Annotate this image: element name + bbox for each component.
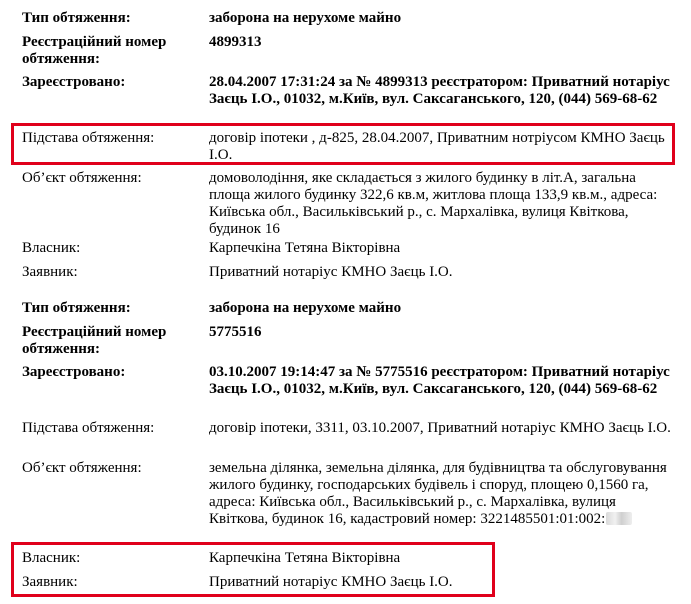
record-2-registered-label: Зареєстровано:: [22, 364, 126, 380]
record-1-registered-label: Зареєстровано:: [22, 74, 126, 90]
record-1-registered-value: 28.04.2007 17:31:24 за № 4899313 реєстратором: Приватний нотаріус Заєць І.О., 01032, м.Київ, вул. Саксаганського, 120, (044) 569-68-62: [209, 74, 670, 107]
redacted-cadastral-suffix: [606, 512, 632, 525]
highlight-box-basis: [11, 123, 675, 165]
record-1-reg-number-value: 4899313: [209, 34, 262, 50]
record-1-owner-label: Власник:: [22, 240, 81, 256]
record-2-basis-value: договір іпотеки, 3311, 03.10.2007, Приватний нотаріус КМНО Заєць І.О.: [209, 420, 671, 436]
record-1-type-value: заборона на нерухоме майно: [209, 10, 402, 26]
record-2-owner-label: Власник:: [22, 550, 81, 566]
record-2-object-text: земельна ділянка, земельна ділянка, для будівництва та обслуговування жилого будинку, господарських будівель і споруд, площею 0,1560 га, адреса: Київська обл., Васильківський р., с. Мархалівка, вулиця Квіткова, будинок 16, кадастровий номер: 3221485501:01:002:: [209, 460, 667, 527]
record-1-basis-label: Підстава обтяження:: [22, 130, 155, 146]
record-1-applicant-label: Заявник:: [22, 264, 78, 280]
record-2-type-label: Тип обтяження:: [22, 300, 131, 316]
record-2-owner-value: Карпечкіна Тетяна Вікторівна: [209, 550, 401, 566]
record-1-type-label: Тип обтяження:: [22, 10, 131, 26]
record-1-basis-value: договір іпотеки , д-825, 28.04.2007, Приватним нотріусом КМНО Заєць І.О.: [209, 130, 665, 163]
record-2-applicant-value: Приватний нотаріус КМНО Заєць І.О.: [209, 574, 453, 590]
record-1-object-label: Об’єкт обтяження:: [22, 170, 142, 186]
record-2-object-value: [209, 460, 677, 528]
record-2-applicant-label: Заявник:: [22, 574, 78, 590]
record-1-object-value: домоволодіння, яке складається з жилого будинку в літ.А, загальна площа жилого будинку 322,6 кв.м, житлова площа 133,9 кв.м., адреса: Київська обл., Васильківський р., с. Мархалівка, вулиця Квіткова, будинок 16: [209, 170, 658, 237]
record-1-owner-value: Карпечкіна Тетяна Вікторівна: [209, 240, 401, 256]
record-1-applicant-value: Приватний нотаріус КМНО Заєць І.О.: [209, 264, 453, 280]
record-2-reg-number-label: Реєстраційний номер обтяження:: [22, 324, 167, 357]
highlight-box-owner-applicant: [11, 542, 495, 597]
record-2-reg-number-value: 5775516: [209, 324, 262, 340]
record-2-object-label: Об’єкт обтяження:: [22, 460, 142, 476]
record-1-reg-number-label: Реєстраційний номер обтяження:: [22, 34, 167, 67]
record-2-type-value: заборона на нерухоме майно: [209, 300, 402, 316]
record-2-basis-label: Підстава обтяження:: [22, 420, 155, 436]
record-2-registered-value: 03.10.2007 19:14:47 за № 5775516 реєстратором: Приватний нотаріус Заєць І.О., 01032, м.Київ, вул. Саксаганського, 120, (044) 569-68-62: [209, 364, 670, 397]
